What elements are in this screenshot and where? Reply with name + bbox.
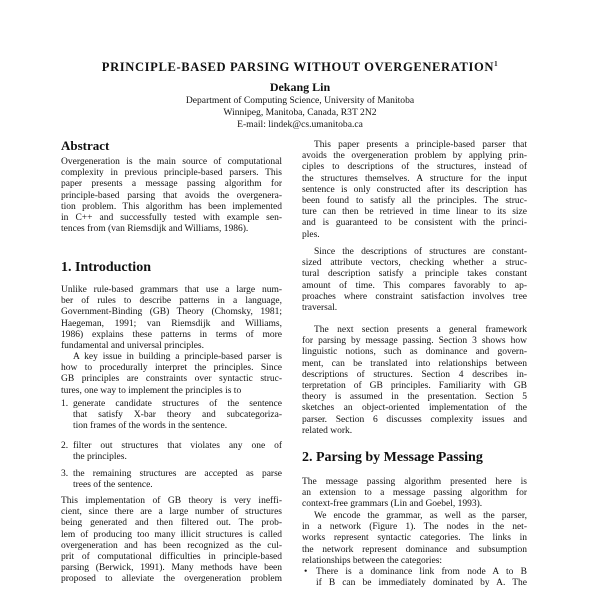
text-line: ber of rules to describe patterns in a language, xyxy=(61,296,282,307)
text-line: This implementation of GB theory is very ineffi- xyxy=(61,496,282,506)
text-line: and is guaranteed to be consistent with the princi- xyxy=(302,218,527,229)
text-line: Overgeneration is the main source of computational xyxy=(61,157,282,167)
text-line: principle-based parsing that avoids the overgenera- xyxy=(61,190,282,201)
text-line: in a network (Figure 1). The nodes in the net- xyxy=(302,522,527,533)
text-line: theory is assumed in the presentation. Section 5 xyxy=(302,392,527,403)
intro-paragraph-4 xyxy=(302,140,527,241)
bullet-icon: • xyxy=(304,567,308,577)
text-line: tences from (van Riemsdijk and Williams, 1986). xyxy=(61,224,249,235)
text-line: Unlike rule-based grammars that use a large num- xyxy=(61,285,282,295)
text-line: trees of the sentence. xyxy=(73,480,153,491)
text-line: lem of producing too many illicit structures is called xyxy=(61,529,282,540)
list-number: 1. xyxy=(61,399,69,409)
list-number: 3. xyxy=(61,469,69,479)
text-line: sized attribute vectors, checking whether a struc- xyxy=(302,258,527,269)
section-heading-introduction: 1. Introduction xyxy=(61,260,151,275)
text-line: ples. xyxy=(302,229,320,240)
text-line: ment, can be translated into relationships between xyxy=(302,358,527,369)
text-line: filter out structures that violates any one of xyxy=(73,441,282,451)
list-item-text xyxy=(73,469,282,491)
text-line: traversal. xyxy=(302,303,338,314)
list-item xyxy=(61,469,282,491)
abstract-heading: Abstract xyxy=(61,138,110,153)
text-line: overgeneration and has been recognized as the cul- xyxy=(61,540,282,551)
text-line: that satisfy X-bar theory and subcategoriza- xyxy=(73,410,282,421)
text-line: fundamental and universal principles. xyxy=(61,341,204,352)
text-line: tion frames of the words in the sentence. xyxy=(73,421,228,432)
text-line: been found to satisfy all the principles. The struc- xyxy=(302,196,527,207)
text-line: sketches an object-oriented implementation of the xyxy=(302,403,527,414)
intro-paragraph-5 xyxy=(302,247,527,314)
text-line: proaches where constraint satisfaction involves tree xyxy=(302,291,527,302)
text-line: how to procedurally interpret the principles. Since xyxy=(61,363,282,374)
text-line: complexity in previous principle-based parsers. This xyxy=(61,168,282,179)
text-line: Government-Binding (GB) Theory (Chomsky, 1981; xyxy=(61,307,282,318)
intro-paragraph-6 xyxy=(302,325,527,437)
text-line: the structures themselves. A structure for the input xyxy=(302,173,527,184)
intro-paragraph-3 xyxy=(61,496,282,586)
abstract-text xyxy=(61,157,282,235)
text-line: The message passing algorithm presented here is xyxy=(302,477,527,487)
list-item xyxy=(61,399,282,433)
author-name: Dekang Lin xyxy=(269,80,331,94)
intro-paragraph-2 xyxy=(61,352,282,397)
text-line: GB principles are constraints over syntactic struc- xyxy=(61,374,282,385)
text-line: being generated and then filtered out. The prob- xyxy=(61,518,282,529)
text-line: the principles. xyxy=(73,452,127,463)
list-number: 2. xyxy=(61,441,69,451)
text-line: the network represent dominance and subsumption xyxy=(302,544,527,555)
bullet-item-text xyxy=(316,567,527,589)
paper-title xyxy=(0,60,600,75)
section2-paragraph-2 xyxy=(302,511,527,567)
text-line: This paper presents a principle-based parser that xyxy=(314,140,527,150)
text-line: Haegeman, 1991; van Riemsdijk and Williams, xyxy=(61,318,282,329)
section-heading-parsing: 2. Parsing by Message Passing xyxy=(302,450,483,465)
bullet-item xyxy=(304,567,527,589)
text-line: for parsing by message passing. Section 3 shows how xyxy=(302,336,527,347)
list-item xyxy=(61,441,282,463)
title-text: PRINCIPLE-BASED PARSING WITHOUT OVERGENERATION xyxy=(101,60,495,75)
text-line: works represent syntactic categories. The links in xyxy=(302,533,527,544)
text-line: A key issue in building a principle-based parser is xyxy=(73,352,282,362)
text-line: The next section presents a general framework xyxy=(314,325,527,335)
text-line: tion problem. This algorithm has been implemented xyxy=(61,201,282,212)
text-line: There is a dominance link from node A to B xyxy=(316,567,527,577)
text-line: paper presents a message passing algorithm for xyxy=(61,179,282,190)
text-line: the remaining structures are accepted as parse xyxy=(73,469,282,479)
text-line: descriptions of structures. Section 4 describes in- xyxy=(302,369,527,380)
text-line: proposed to alleviate the overgeneration problem xyxy=(61,574,282,585)
text-line: terpretation of GB principles. Familiarity with GB xyxy=(302,381,527,392)
text-line: prit of computational difficulties in principle-based xyxy=(61,552,282,563)
text-line: 1986) explains these patterns in terms of more xyxy=(61,329,282,340)
text-line: context-free grammars (Lin and Goebel, 1993). xyxy=(302,499,483,510)
text-line: parser. Section 6 discusses complexity issues and xyxy=(302,414,527,425)
text-line: avoids the overgeneration problem by applying prin- xyxy=(302,151,527,162)
intro-paragraph-1 xyxy=(61,285,282,352)
text-line: sentence is only constructed after its description has xyxy=(302,184,527,195)
text-line: linguistic notions, such as dominance and govern- xyxy=(302,347,527,358)
title-footnote-mark: 1 xyxy=(494,60,499,68)
list-item-text xyxy=(73,441,282,463)
text-line: in C++ and successfully tested with example sen- xyxy=(61,213,282,224)
text-line: tural description satisfy a principle takes constant xyxy=(302,269,527,280)
affiliation: Department of Computing Science, University of Manitoba xyxy=(185,95,415,106)
text-line: parsing (Berwick, 1991). Many methods have been xyxy=(61,563,282,574)
text-line: cient, since there are a large number of structures xyxy=(61,507,282,518)
email: E-mail: lindek@cs.umanitoba.ca xyxy=(237,119,363,130)
address: Winnipeg, Manitoba, Canada, R3T 2N2 xyxy=(223,107,377,118)
text-line: ture can then be retrieved in time linear to its size xyxy=(302,207,527,218)
text-line: relationships between the categories: xyxy=(302,555,443,566)
text-line: generate candidate structures of the sentence xyxy=(73,399,282,409)
section2-paragraph-1 xyxy=(302,477,527,511)
text-line: We encode the grammar, as well as the parser, xyxy=(314,511,527,521)
text-line: tures, one way to implement the principles is to xyxy=(61,385,242,396)
text-line: if B can be immediately dominated by A. The xyxy=(316,578,527,589)
text-line: related work. xyxy=(302,425,353,436)
text-line: amount of time. This compares favorably to ap- xyxy=(302,280,527,291)
text-line: Since the descriptions of structures are constant- xyxy=(314,247,527,257)
text-line: ciples to descriptions of the structures, instead of xyxy=(302,162,527,173)
text-line: an extension to a message passing algorithm for xyxy=(302,488,527,499)
list-item-text xyxy=(73,399,282,433)
